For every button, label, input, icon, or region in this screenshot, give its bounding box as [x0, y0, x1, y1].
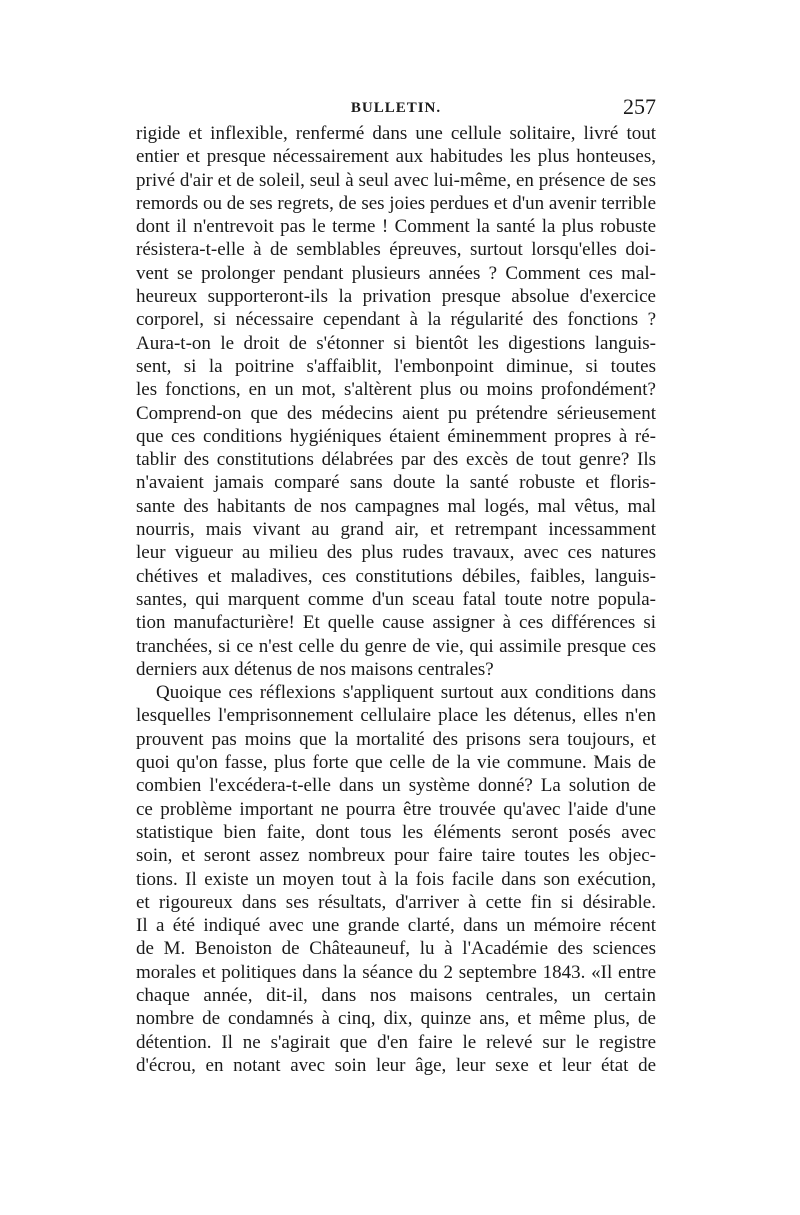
text-line: détention. Il ne s'agirait que d'en faire le relevé sur le registre	[136, 1031, 656, 1053]
text-line: n'avaient jamais comparé sans doute la santé robuste et floris-	[136, 472, 656, 494]
text-line: d'écrou, en notant avec soin leur âge, leur sexe et leur état de	[136, 1054, 656, 1076]
text-line: santes, qui marquent comme d'un sceau fatal toute notre popula-	[136, 588, 656, 610]
text-line: tions. Il existe un moyen tout à la fois facile dans son exécution,	[136, 868, 656, 890]
text-line: leur vigueur au milieu des plus rudes travaux, avec ces natures	[136, 542, 656, 564]
text-line: les fonctions, en un mot, s'altèrent plus ou moins profondément?	[136, 379, 656, 401]
text-line: entier et presque nécessairement aux habitudes les plus honteuses,	[136, 146, 656, 168]
text-line: résistera-t-elle à de semblables épreuves, surtout lorsqu'elles doi-	[136, 239, 656, 261]
page-number: 257	[623, 94, 656, 119]
body-text	[136, 122, 656, 1077]
text-line: tablir des constitutions délabrées par des excès de tout genre? Ils	[136, 449, 656, 471]
text-line: privé d'air et de soleil, seul à seul avec lui-même, en présence de ses	[136, 169, 656, 191]
text-line: soin, et seront assez nombreux pour faire taire toutes les objec-	[136, 845, 656, 867]
text-line: Comprend-on que des médecins aient pu prétendre sérieusement	[136, 402, 656, 424]
text-line: vent se prolonger pendant plusieurs années ? Comment ces mal-	[136, 262, 656, 284]
text-line: tion manufacturière! Et quelle cause assigner à ces différences si	[136, 612, 656, 634]
text-line: rigide et inflexible, renfermé dans une cellule solitaire, livré tout	[136, 123, 656, 144]
text-line: ce problème important ne pourra être trouvée qu'avec l'aide d'une	[136, 798, 656, 820]
paragraph	[136, 122, 656, 681]
text-line: combien l'excédera-t-elle dans un système donné? La solution de	[136, 775, 656, 797]
text-line: Quoique ces réflexions s'appliquent surtout aux conditions dans	[156, 682, 656, 704]
text-line: remords ou de ses regrets, de ses joies perdues et d'un avenir terrible	[136, 192, 656, 214]
text-line: prouvent pas moins que la mortalité des prisons sera toujours, et	[136, 728, 656, 750]
text-line: sent, si la poitrine s'affaiblit, l'embonpoint diminue, si toutes	[136, 355, 656, 377]
running-head	[136, 94, 656, 122]
text-line: et rigoureux dans ses résultats, d'arriver à cette fin si désirable.	[136, 891, 656, 913]
running-title: BULLETIN.	[350, 100, 442, 116]
text-line: derniers aux détenus de nos maisons centrales?	[136, 658, 494, 680]
text-line: dont il n'entrevoit pas le terme ! Comment la santé la plus robuste	[136, 216, 656, 238]
text-line: corporel, si nécessaire cependant à la régularité des fonctions ?	[136, 309, 656, 331]
text-line: chétives et maladives, ces constitutions débiles, faibles, languis-	[136, 565, 656, 587]
text-line: que ces conditions hygiéniques étaient éminemment propres à ré-	[136, 425, 656, 447]
paragraph	[136, 681, 656, 1077]
text-line: tranchées, si ce n'est celle du genre de vie, qui assimile presque ces	[136, 635, 656, 657]
text-line: chaque année, dit-il, dans nos maisons centrales, un certain	[136, 984, 656, 1006]
text-line: lesquelles l'emprisonnement cellulaire place les détenus, elles n'en	[136, 705, 656, 727]
text-line: heureux supporteront-ils la privation presque absolue d'exercice	[136, 286, 656, 308]
text-line: Aura-t-on le droit de s'étonner si bientôt les digestions languis-	[136, 332, 656, 354]
text-line: nombre de condamnés à cinq, dix, quinze ans, et même plus, de	[136, 1008, 656, 1030]
text-line: sante des habitants de nos campagnes mal logés, mal vêtus, mal	[136, 495, 656, 517]
text-line: morales et politiques dans la séance du 2 septembre 1843. «Il entre	[136, 961, 656, 983]
text-line: de M. Benoiston de Châteauneuf, lu à l'Académie des sciences	[136, 938, 656, 960]
text-line: Il a été indiqué avec une grande clarté, dans un mémoire récent	[136, 915, 656, 937]
text-line: nourris, mais vivant au grand air, et retrempant incessamment	[136, 519, 656, 541]
text-line: statistique bien faite, dont tous les éléments seront posés avec	[136, 821, 656, 843]
text-line: quoi qu'on fasse, plus forte que celle de la vie commune. Mais de	[136, 752, 656, 774]
